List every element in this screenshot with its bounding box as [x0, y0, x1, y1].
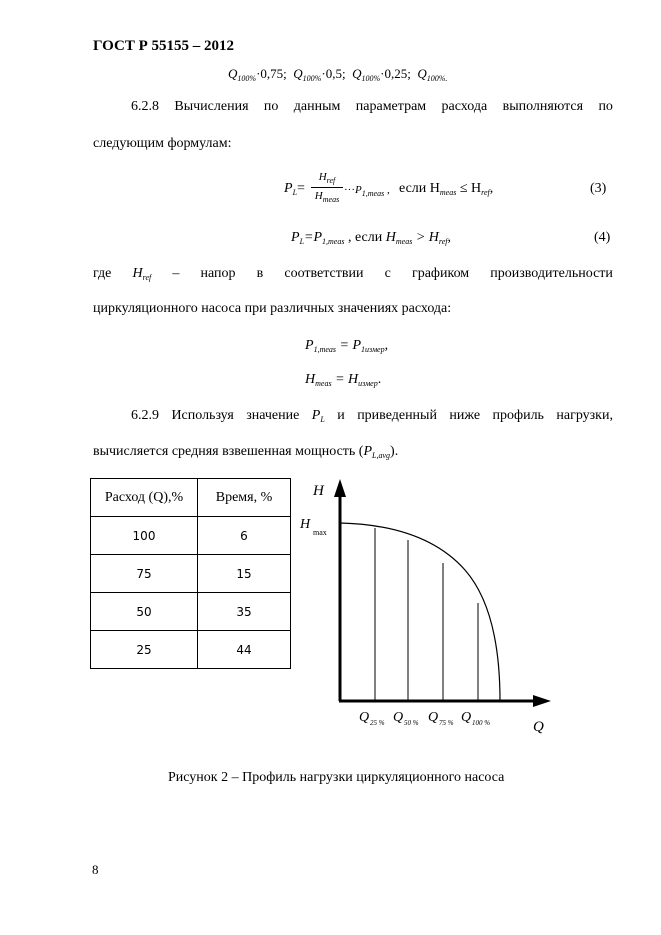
- q-values-line: $Q_{100\%}\cdot 0,75$; $Q_{100\%}\cdot 0,5$; $Q_{100\%}\cdot 0,25$; $Q_{100\%.}$: [228, 66, 448, 83]
- tick-q75-sub: 75 %: [439, 719, 454, 727]
- para-6-2-9-line2: вычисляется средняя взвешенная мощность $(P_{L,avg})$.: [93, 444, 399, 460]
- table-row: [91, 593, 291, 631]
- figure-caption: Рисунок 2 – Профиль нагрузки циркуляционного насоса: [168, 770, 505, 785]
- table-cell: 6: [198, 517, 291, 555]
- formula-3-number: (3): [590, 181, 607, 196]
- table-row: [91, 517, 291, 555]
- para-6-2-8-line1: 6.2.8 Вычисления по данным параметрам расхода выполняются по: [131, 99, 613, 114]
- formula-3-mult: $\cdot\cdot\cdot P_{1,meas}$ ,: [344, 184, 390, 198]
- hmax-sub: max: [313, 528, 327, 537]
- tick-q25-sub: 25 %: [370, 719, 385, 727]
- tick-q75: Q: [428, 710, 439, 725]
- formula-3-fraction: $H_{ref}$ $H_{meas}$: [311, 171, 343, 204]
- table-header-flow: Расход (Q),%: [91, 479, 198, 517]
- formula-4-number: (4): [594, 230, 611, 245]
- formula-h-meas: $H_{meas} = H_{измер}$.: [305, 372, 382, 388]
- load-profile-graph: [295, 475, 565, 745]
- table-row: [91, 555, 291, 593]
- table-cell: 15: [198, 555, 291, 593]
- table-cell: 25: [91, 631, 198, 669]
- pump-curve: [340, 523, 500, 701]
- tick-q25: Q: [359, 710, 370, 725]
- table-cell: 35: [198, 593, 291, 631]
- formula-3: $P_L=$: [284, 181, 305, 197]
- document-header: ГОСТ Р 55155 – 2012: [93, 38, 235, 54]
- tick-q50-sub: 50 %: [404, 719, 419, 727]
- x-axis-arrow: [533, 695, 551, 707]
- y-axis-label: H: [313, 483, 324, 499]
- table-cell: 44: [198, 631, 291, 669]
- tick-q100: Q: [461, 710, 472, 725]
- table-cell: 50: [91, 593, 198, 631]
- formula-3-condition: если $H_{meas} \le H_{ref}$,: [399, 181, 494, 197]
- hmax-label: H: [300, 517, 311, 532]
- table-cell: 100: [91, 517, 198, 555]
- table-row: [91, 631, 291, 669]
- where-line2: циркуляционного насоса при различных значениях расхода:: [93, 301, 452, 316]
- para-6-2-8-line2: следующим формулам:: [93, 136, 232, 151]
- formula-4: $P_L=P_{1,meas}$ , если $H_{meas} > H_{ref}$,: [291, 230, 451, 246]
- y-axis-arrow: [334, 479, 346, 497]
- formula-p-meas: $P_{1,meas} = P_{1измер}$,: [305, 338, 389, 354]
- load-profile-table: [90, 478, 291, 669]
- table-header-row: [91, 479, 291, 517]
- where-line1: где $H_{ref}$ – напор в соответствии с графиком производительности: [93, 266, 613, 282]
- table-header-time: Время, %: [198, 479, 291, 517]
- para-6-2-9-line1: 6.2.9 Используя значение $P_L$ и приведенный ниже профиль нагрузки,: [131, 408, 613, 424]
- x-axis-label: Q: [533, 719, 544, 735]
- tick-q100-sub: 100 %: [472, 719, 491, 727]
- table-cell: 75: [91, 555, 198, 593]
- page-number: 8: [92, 862, 99, 877]
- tick-q50: Q: [393, 710, 404, 725]
